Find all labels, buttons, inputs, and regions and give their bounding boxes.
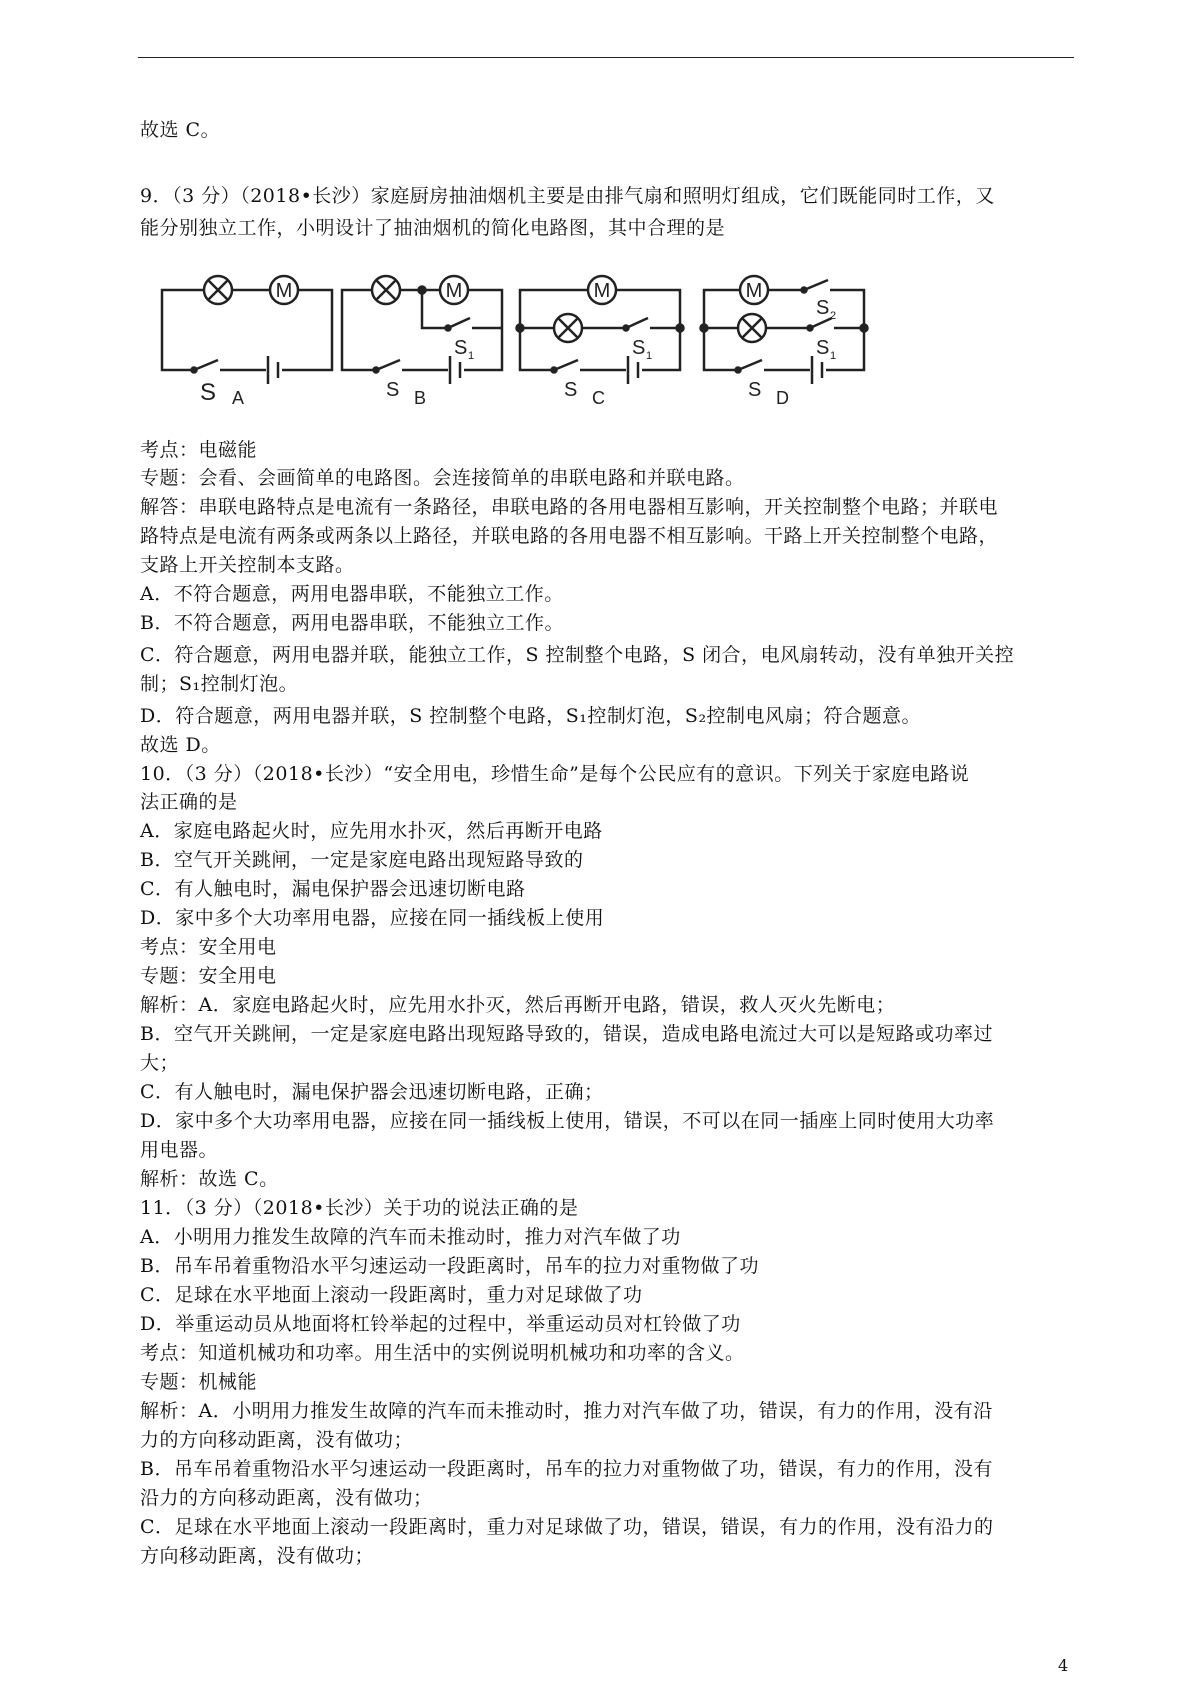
line-4: 专题：会看、会画简单的电路图。会连接简单的串联电路和并联电路。	[140, 467, 745, 489]
line-7: 支路上开关控制本支路。	[140, 554, 355, 576]
svg-text:2: 2	[830, 310, 837, 322]
line-20: 考点：安全用电	[140, 936, 277, 958]
line-10: C．符合题意，两用电器并联，能独立工作，S 控制整个电路，S 闭合，电风扇转动，没有单独开关控	[140, 644, 1015, 666]
page-number: 4	[1058, 1656, 1069, 1675]
line-6: 路特点是电流有两条或两条以上路径，并联电路的各用电器不相互影响。干路上开关控制整个电路，	[140, 525, 999, 547]
line-25: C．有人触电时，漏电保护器会迅速切断电路，正确；	[140, 1081, 604, 1103]
switch-label-d: S	[748, 379, 762, 401]
svg-text:S: S	[632, 337, 646, 359]
switch-label-b: S	[386, 379, 400, 401]
line-12: D．符合题意，两用电器并联，S 控制整个电路，S₁控制灯泡，S₂控制电风扇；符合题意。	[140, 705, 922, 727]
line-19: D．家中多个大功率用电器，应接在同一插线板上使用	[140, 907, 605, 929]
line-32: C．足球在水平地面上滚动一段距离时，重力对足球做了功	[140, 1284, 643, 1306]
line-38: B．吊车吊着重物沿水平匀速运动一段距离时，吊车的拉力对重物做了功，错误，有力的作用，没有	[140, 1458, 993, 1480]
line-23: B．空气开关跳闸，一定是家庭电路出现短路导致的，错误，造成电路电流过大可以是短路或功率过	[140, 1023, 993, 1045]
line-17: B．空气开关跳闸，一定是家庭电路出现短路导致的	[140, 849, 584, 871]
option-letter-c: C	[592, 388, 605, 408]
svg-text:1: 1	[830, 350, 837, 362]
line-24: 大；	[140, 1052, 180, 1074]
line-37: 力的方向移动距离，没有做功；	[140, 1429, 414, 1451]
line-22: 解析：A．家庭电路起火时，应先用水扑灭，然后再断开电路，错误，救人灭火先断电；	[140, 994, 896, 1016]
line-36: 解析：A．小明用力推发生故障的汽车而未推动时，推力对汽车做了功，错误，有力的作用，没有沿	[140, 1400, 993, 1422]
line-16: A．家庭电路起火时，应先用水扑灭，然后再断开电路	[140, 820, 603, 842]
line-3: 考点：电磁能	[140, 439, 258, 461]
line-40: C．足球在水平地面上滚动一段距离时，重力对足球做了功，错误，错误，有力的作用，没有沿力的	[140, 1516, 994, 1538]
line-28: 解析：故选 C。	[140, 1168, 279, 1190]
option-letter-d: D	[776, 388, 789, 408]
option-letter-a: A	[232, 388, 245, 408]
svg-text:S: S	[454, 337, 468, 359]
line-41: 方向移动距离，没有做功；	[140, 1545, 375, 1567]
header-rule	[138, 57, 1074, 58]
line-34: 考点：知道机械功和功率。用生活中的实例说明机械功和功率的含义。	[140, 1342, 745, 1364]
motor-label-a: M	[275, 280, 293, 302]
svg-text:M: M	[745, 280, 763, 302]
line-30: A．小明用力推发生故障的汽车而未推动时，推力对汽车做了功	[140, 1226, 681, 1248]
circuit-c	[517, 276, 684, 408]
line-9: B．不符合题意，两用电器串联，不能独立工作。	[140, 612, 564, 634]
line-26: D．家中多个大功率用电器，应接在同一插线板上使用，错误，不可以在同一插座上同时使用大功率	[140, 1110, 995, 1132]
circuit-diagrams	[150, 262, 950, 408]
line-35: 专题：机械能	[140, 1371, 258, 1393]
circuit-d	[701, 276, 868, 408]
line-21: 专题：安全用电	[140, 965, 277, 987]
svg-text:S: S	[816, 297, 830, 319]
switch-label-a: S	[200, 379, 217, 406]
line-14: 10．（3 分）（2018•长沙）“安全用电，珍惜生命”是每个公民应有的意识。下列关于家庭电路说	[140, 763, 970, 785]
line-39: 沿力的方向移动距离，没有做功；	[140, 1487, 433, 1509]
circuit-b	[342, 276, 502, 408]
option-letter-b: B	[414, 388, 427, 408]
line-31: B．吊车吊着重物沿水平匀速运动一段距离时，吊车的拉力对重物做了功	[140, 1255, 759, 1277]
line-15: 法正确的是	[140, 791, 238, 813]
svg-text:1: 1	[468, 350, 475, 362]
line-33: D．举重运动员从地面将杠铃举起的过程中，举重运动员对杠铃做了功	[140, 1313, 741, 1335]
line-0: 故选 C。	[140, 119, 221, 141]
line-2: 能分别独立工作，小明设计了抽油烟机的简化电路图，其中合理的是	[140, 217, 726, 239]
line-18: C．有人触电时，漏电保护器会迅速切断电路	[140, 878, 526, 900]
line-13: 故选 D。	[140, 734, 221, 756]
switch-label-c: S	[564, 379, 578, 401]
line-29: 11．（3 分）（2018•长沙）关于功的说法正确的是	[140, 1197, 579, 1219]
svg-text:1: 1	[646, 350, 653, 362]
line-27: 用电器。	[140, 1139, 219, 1161]
svg-text:M: M	[445, 280, 463, 302]
line-8: A．不符合题意，两用电器串联，不能独立工作。	[140, 583, 564, 605]
svg-text:S: S	[816, 337, 830, 359]
circuit-a	[162, 276, 332, 408]
line-11: 制；S₁控制灯泡。	[140, 673, 299, 695]
svg-text:M: M	[593, 280, 611, 302]
line-1: 9．（3 分）（2018•长沙）家庭厨房抽油烟机主要是由排气扇和照明灯组成，它们既能同时工作，又	[140, 185, 995, 207]
line-5: 解答：串联电路特点是电流有一条路径，串联电路的各用电器相互影响，开关控制整个电路；并联电	[140, 496, 999, 518]
